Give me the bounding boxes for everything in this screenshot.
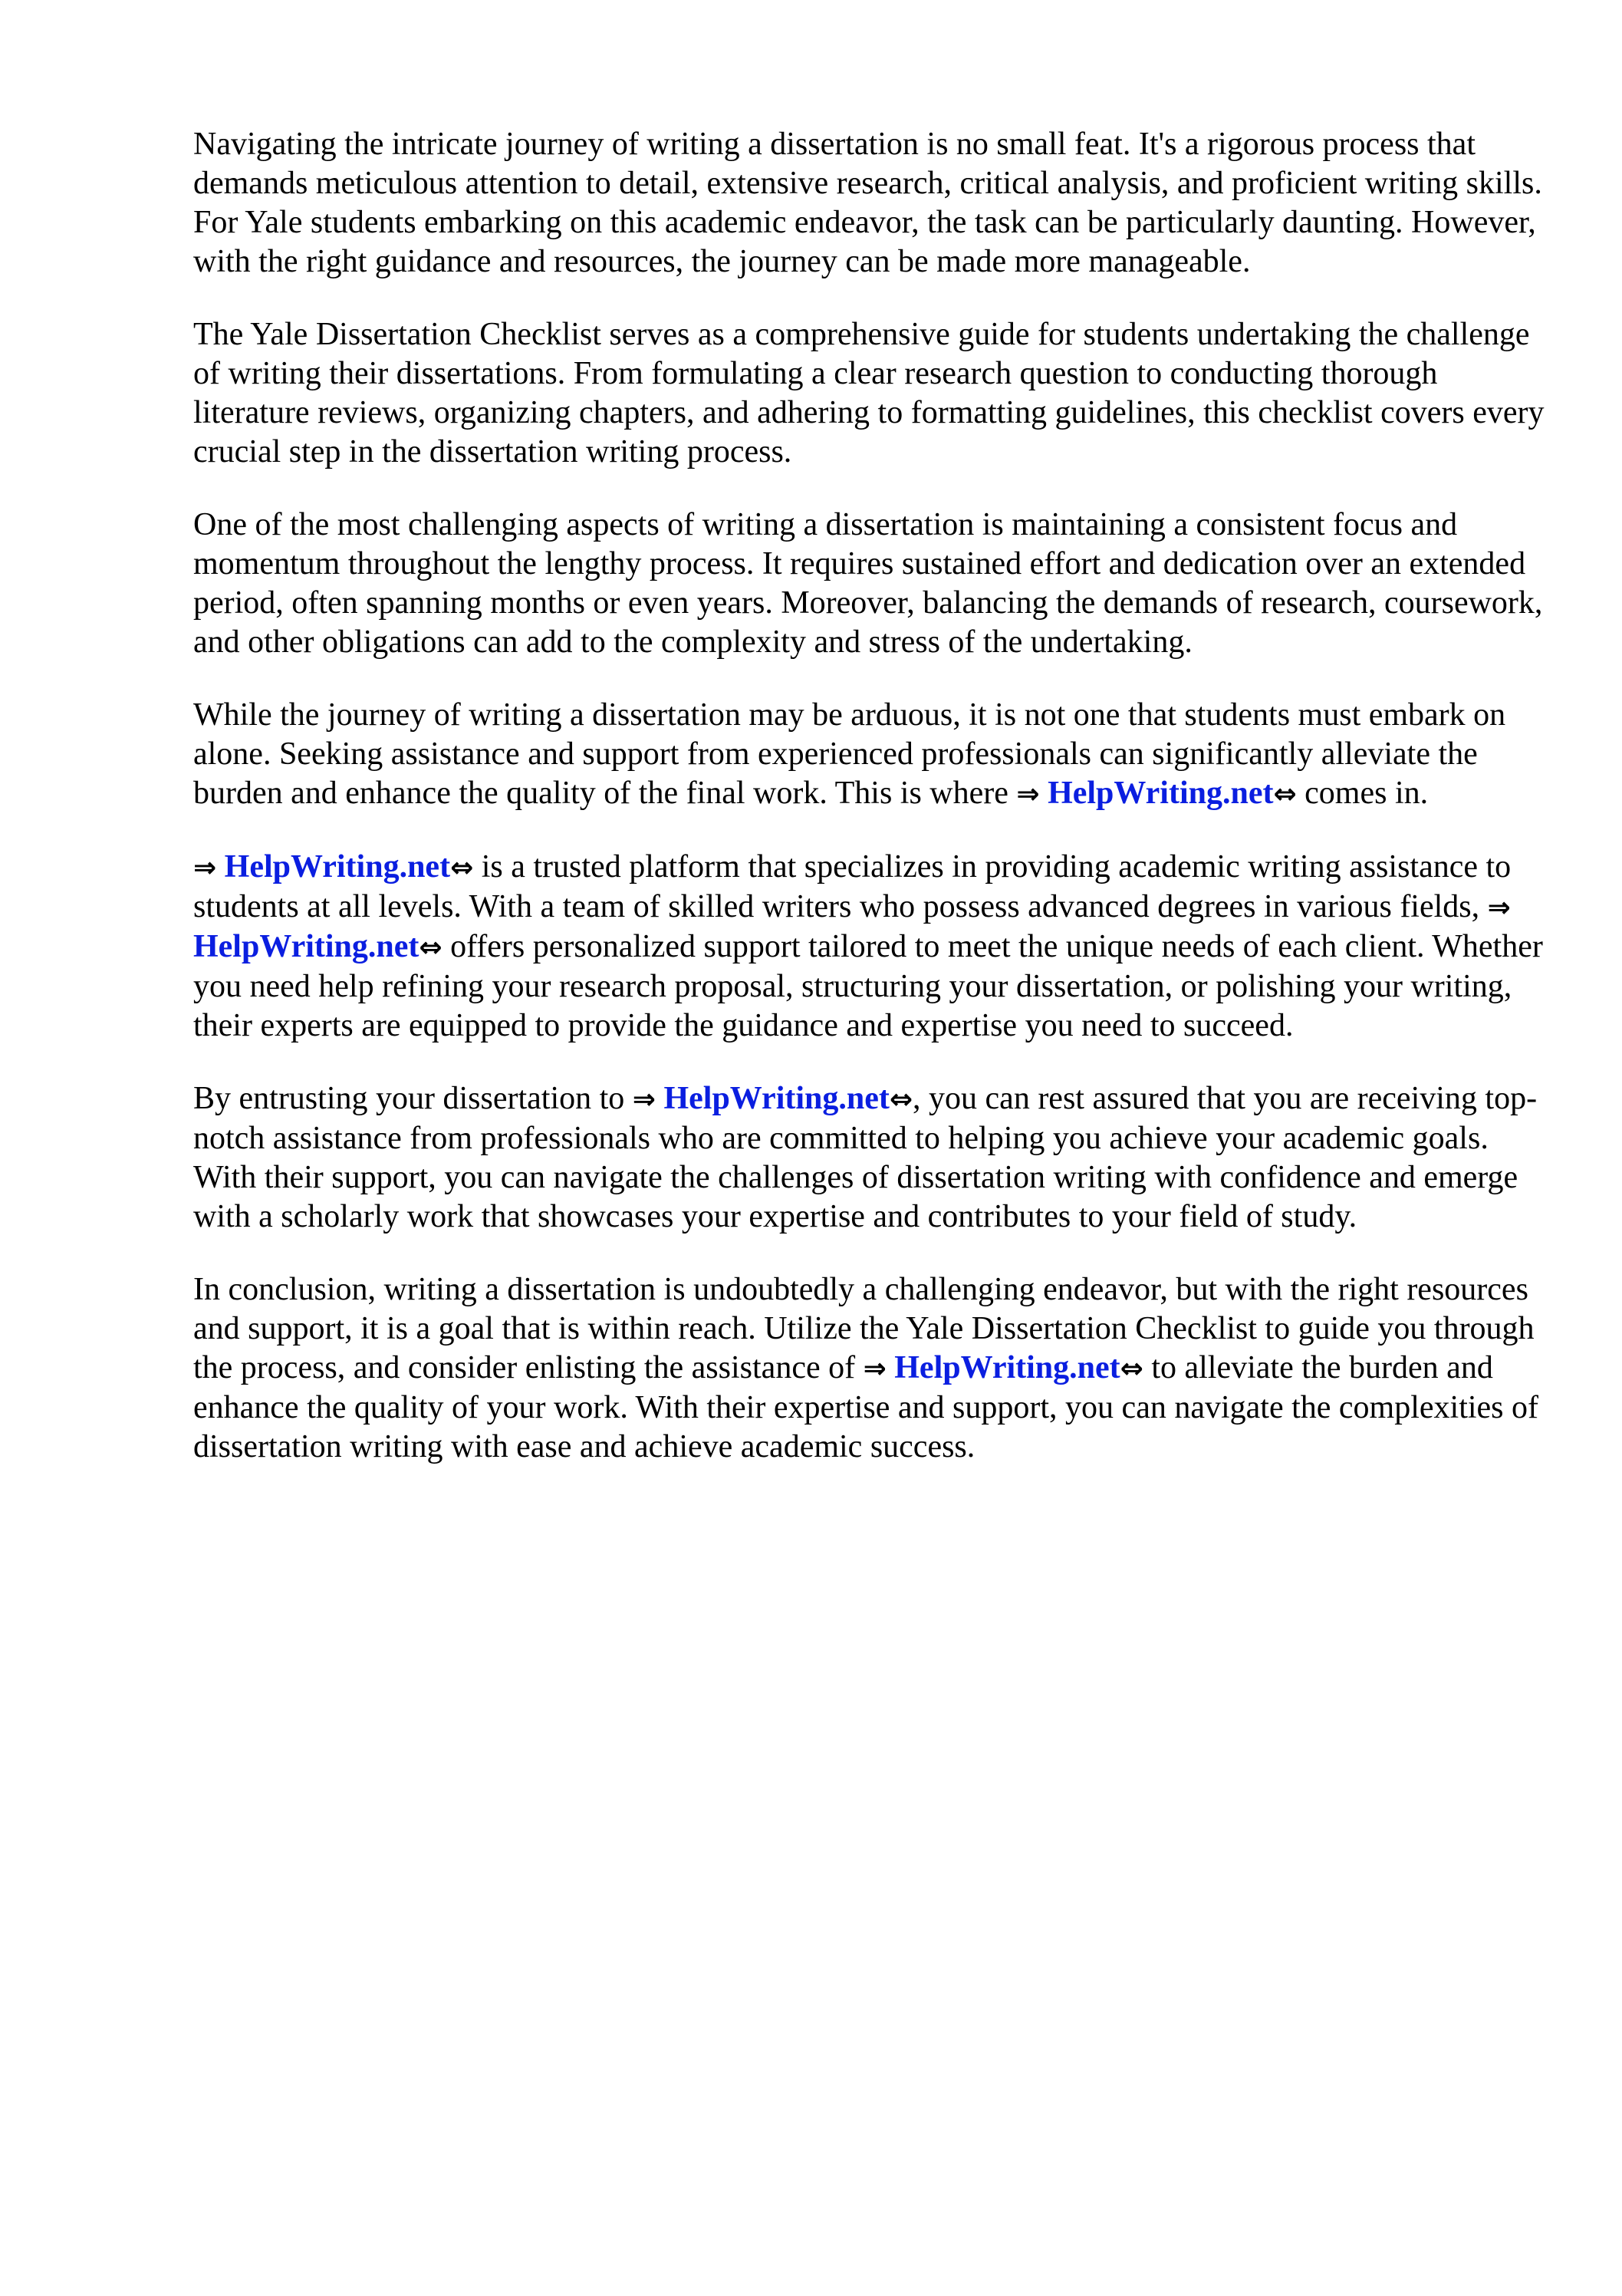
paragraph: [193, 1270, 1555, 1467]
paragraph: [193, 315, 1555, 472]
paragraph: [193, 1079, 1555, 1237]
paragraph-text: While the journey of writing a dissertation may be arduous, it is not one that students must embark on alone. Seeking assistance and support from experienced professionals can significantly alleviate the burden and enhance the quality of the final work. This is where: [193, 697, 1506, 811]
helpwriting-link[interactable]: HelpWriting.net: [663, 1081, 890, 1116]
helpwriting-link[interactable]: HelpWriting.net: [224, 849, 451, 884]
paragraph-text: By entrusting your dissertation to: [193, 1081, 633, 1116]
paragraph-text: , you can rest assured that you are receiving top-notch assistance from professionals who are committed to helping you achieve your academic goals. With their support, you can navigate the challenges of dissertation writing with confidence and emerge with a scholarly work that showcases your expertise and contributes to your field of study.: [193, 1081, 1538, 1234]
paragraph: [193, 506, 1555, 662]
document-body: [193, 125, 1555, 1500]
paragraph-text: to alleviate the burden and enhance the quality of your work. With their expertise and support, you can navigate the complexities of dissertation writing with ease and achieve academic success.: [193, 1350, 1539, 1464]
arrow-right-icon: ⇒: [863, 1353, 887, 1385]
arrow-both-icon: ⇔: [889, 1084, 913, 1115]
helpwriting-link[interactable]: HelpWriting.net: [894, 1350, 1120, 1385]
helpwriting-link[interactable]: HelpWriting.net: [193, 929, 419, 964]
paragraph-text: Navigating the intricate journey of writing a dissertation is no small feat. It's a rigorous process that demands meticulous attention to detail, extensive research, critical analysis, and proficient writing skills. For Yale students embarking on this academic endeavor, the task can be particularly daunting. However, with the right guidance and resources, the journey can be made more manageable.: [193, 127, 1542, 279]
arrow-both-icon: ⇔: [1273, 779, 1297, 810]
arrow-both-icon: ⇔: [450, 852, 474, 884]
paragraph-text: is a trusted platform that specializes in providing academic writing assistance to students at all levels. With a team of skilled writers who possess advanced degrees in various fields,: [193, 849, 1512, 924]
arrow-both-icon: ⇔: [1120, 1353, 1143, 1385]
arrow-right-icon: ⇒: [1016, 779, 1040, 810]
paragraph-text: One of the most challenging aspects of writing a dissertation is maintaining a consistent focus and momentum throughout the lengthy process. It requires sustained effort and dedication over an extended period, often spanning months or even years. Moreover, balancing the demands of research, coursework, and other obligations can add to the complexity and stress of the undertaking.: [193, 507, 1543, 660]
paragraph: [193, 696, 1555, 814]
arrow-right-icon: ⇒: [193, 852, 217, 884]
paragraph-text: offers personalized support tailored to meet the unique needs of each client. Whether you need help refining your research proposal, structuring your dissertation, or polishing your writing, their experts are equipped to provide the guidance and expertise you need to succeed.: [193, 929, 1543, 1043]
arrow-right-icon: ⇒: [1487, 892, 1511, 924]
paragraph: [193, 848, 1555, 1046]
paragraph-text: In conclusion, writing a dissertation is undoubtedly a challenging endeavor, but with the right resources and support, it is a goal that is within reach. Utilize the Yale Dissertation Checklist to guide you through the process, and consider enlisting the assistance of: [193, 1272, 1535, 1385]
arrow-both-icon: ⇔: [419, 932, 443, 964]
paragraph-text: comes in.: [1296, 776, 1429, 811]
paragraph-text: The Yale Dissertation Checklist serves as a comprehensive guide for students undertaking the challenge of writing their dissertations. From formulating a clear research question to conducting thorough literature reviews, organizing chapters, and adhering to formatting guidelines, this checklist covers every crucial step in the dissertation writing process.: [193, 317, 1545, 469]
helpwriting-link[interactable]: HelpWriting.net: [1048, 776, 1274, 811]
arrow-right-icon: ⇒: [632, 1084, 656, 1115]
paragraph: [193, 125, 1555, 282]
